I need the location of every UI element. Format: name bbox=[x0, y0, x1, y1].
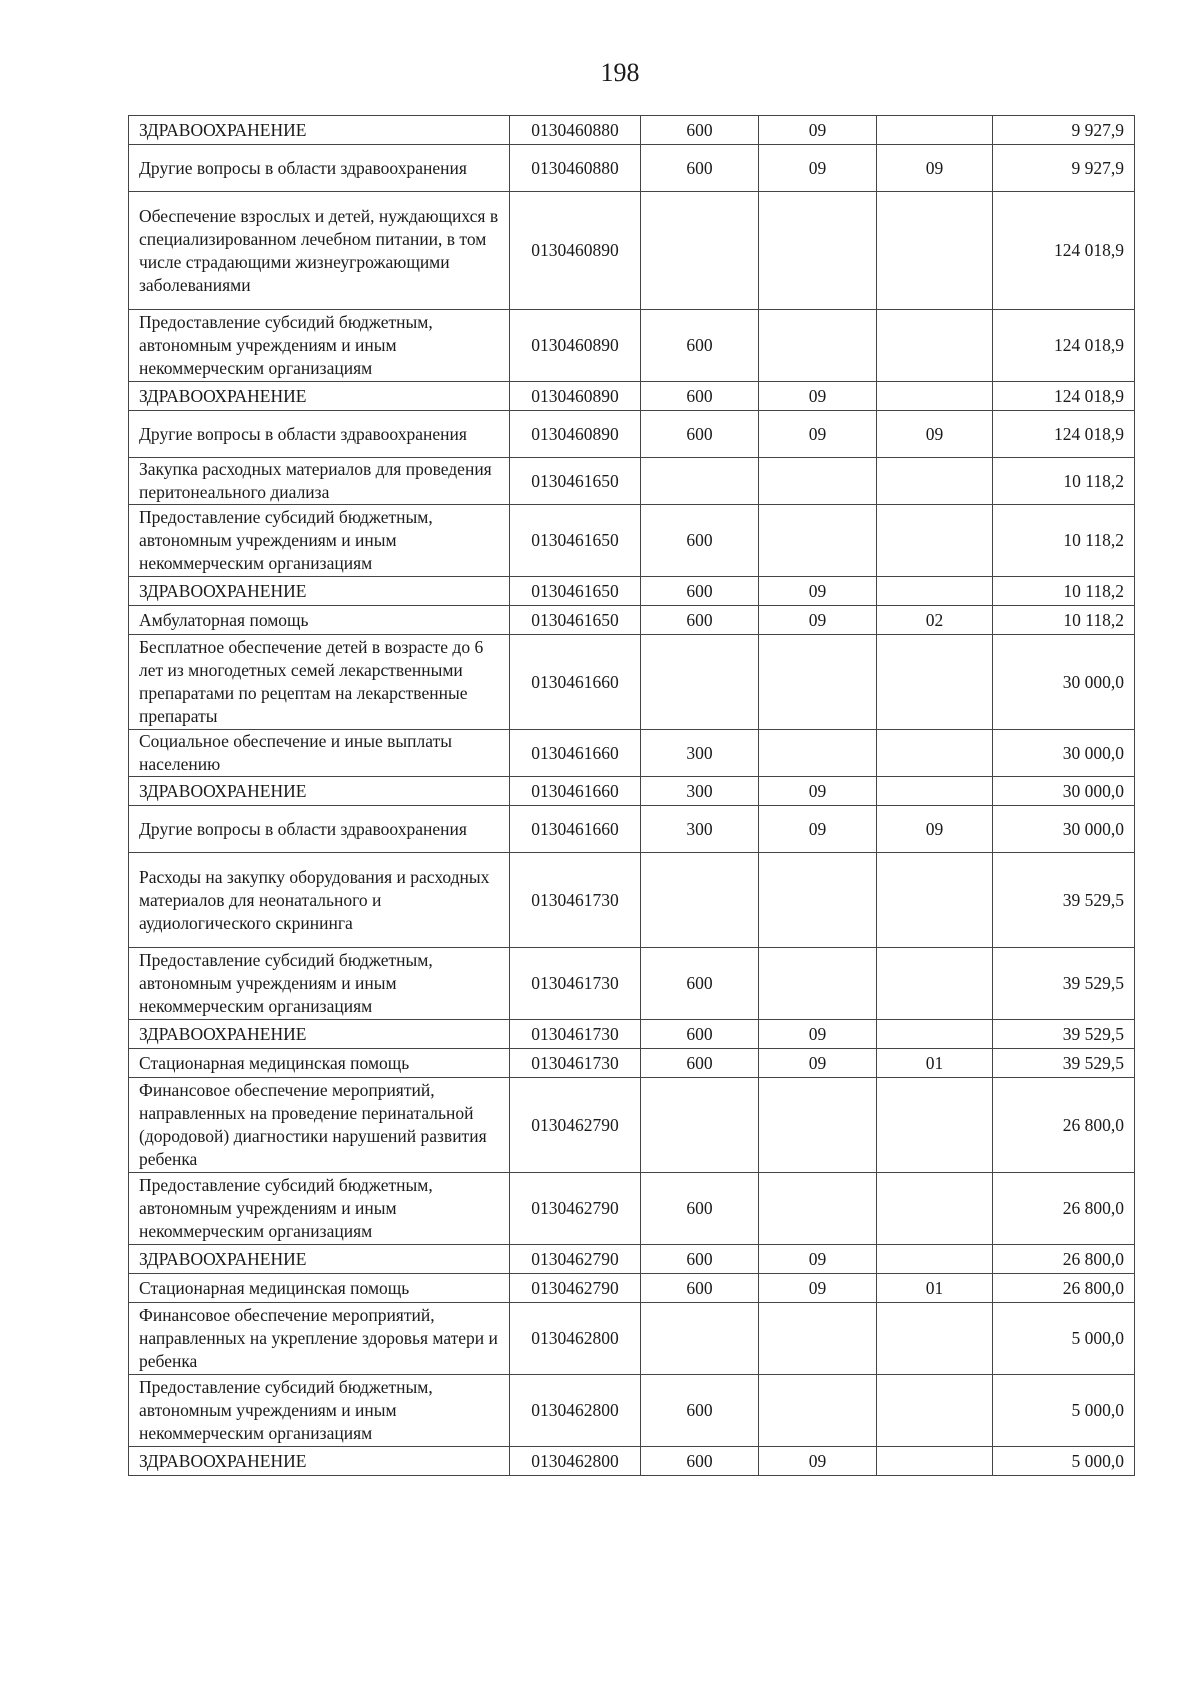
row-subsection-cell bbox=[877, 577, 993, 606]
row-subsection-cell: 09 bbox=[877, 806, 993, 853]
row-subsection-cell bbox=[877, 1303, 993, 1375]
row-sum-cell: 30 000,0 bbox=[993, 777, 1135, 806]
row-code-cell: 0130462790 bbox=[510, 1173, 641, 1245]
table-row bbox=[129, 382, 1135, 411]
table-row bbox=[129, 1173, 1135, 1245]
row-expense-type-cell: 600 bbox=[641, 606, 759, 635]
row-code-cell: 0130461660 bbox=[510, 777, 641, 806]
row-expense-type-cell bbox=[641, 635, 759, 730]
table-row bbox=[129, 577, 1135, 606]
row-name-cell: Стационарная медицинская помощь bbox=[129, 1274, 510, 1303]
row-section-cell bbox=[759, 1375, 877, 1447]
row-sum-cell: 9 927,9 bbox=[993, 116, 1135, 145]
row-name-cell: Предоставление субсидий бюджетным, автономным учреждениям и иным некоммерческим организациям bbox=[129, 310, 510, 382]
row-section-cell: 09 bbox=[759, 145, 877, 192]
row-section-cell bbox=[759, 1173, 877, 1245]
row-expense-type-cell: 600 bbox=[641, 1245, 759, 1274]
row-sum-cell: 5 000,0 bbox=[993, 1375, 1135, 1447]
page-number: 198 bbox=[600, 58, 640, 87]
row-section-cell bbox=[759, 948, 877, 1020]
row-sum-cell: 30 000,0 bbox=[993, 635, 1135, 730]
row-code-cell: 0130462800 bbox=[510, 1303, 641, 1375]
row-expense-type-cell: 600 bbox=[641, 116, 759, 145]
row-subsection-cell: 01 bbox=[877, 1274, 993, 1303]
row-sum-cell: 26 800,0 bbox=[993, 1274, 1135, 1303]
row-name-cell: Предоставление субсидий бюджетным, автономным учреждениям и иным некоммерческим организациям bbox=[129, 1375, 510, 1447]
row-name-cell: Обеспечение взрослых и детей, нуждающихся в специализированном лечебном питании, в том числе страдающими жизнеугрожающими заболеваниями bbox=[129, 192, 510, 310]
row-subsection-cell: 09 bbox=[877, 411, 993, 458]
table-row bbox=[129, 310, 1135, 382]
row-section-cell: 09 bbox=[759, 606, 877, 635]
row-section-cell: 09 bbox=[759, 777, 877, 806]
row-sum-cell: 39 529,5 bbox=[993, 853, 1135, 948]
table-row bbox=[129, 116, 1135, 145]
row-code-cell: 0130462790 bbox=[510, 1274, 641, 1303]
row-section-cell bbox=[759, 458, 877, 505]
row-sum-cell: 39 529,5 bbox=[993, 1020, 1135, 1049]
row-expense-type-cell: 600 bbox=[641, 382, 759, 411]
row-code-cell: 0130460890 bbox=[510, 192, 641, 310]
row-subsection-cell: 02 bbox=[877, 606, 993, 635]
row-expense-type-cell bbox=[641, 1303, 759, 1375]
row-subsection-cell bbox=[877, 1245, 993, 1274]
row-section-cell: 09 bbox=[759, 577, 877, 606]
row-section-cell: 09 bbox=[759, 806, 877, 853]
row-subsection-cell bbox=[877, 777, 993, 806]
table-row bbox=[129, 853, 1135, 948]
row-code-cell: 0130462800 bbox=[510, 1447, 641, 1476]
row-name-cell: ЗДРАВООХРАНЕНИЕ bbox=[129, 1245, 510, 1274]
table-row bbox=[129, 1245, 1135, 1274]
budget-table-body bbox=[129, 116, 1135, 1476]
row-sum-cell: 5 000,0 bbox=[993, 1447, 1135, 1476]
row-code-cell: 0130461660 bbox=[510, 806, 641, 853]
row-expense-type-cell: 600 bbox=[641, 1173, 759, 1245]
row-sum-cell: 30 000,0 bbox=[993, 806, 1135, 853]
row-code-cell: 0130460890 bbox=[510, 382, 641, 411]
row-subsection-cell bbox=[877, 116, 993, 145]
row-code-cell: 0130461660 bbox=[510, 730, 641, 777]
row-sum-cell: 26 800,0 bbox=[993, 1245, 1135, 1274]
row-expense-type-cell: 600 bbox=[641, 411, 759, 458]
row-code-cell: 0130460890 bbox=[510, 411, 641, 458]
row-code-cell: 0130461730 bbox=[510, 948, 641, 1020]
table-row bbox=[129, 1447, 1135, 1476]
row-section-cell: 09 bbox=[759, 1049, 877, 1078]
row-code-cell: 0130461660 bbox=[510, 635, 641, 730]
row-name-cell: Другие вопросы в области здравоохранения bbox=[129, 411, 510, 458]
row-section-cell: 09 bbox=[759, 1020, 877, 1049]
row-section-cell: 09 bbox=[759, 1245, 877, 1274]
row-section-cell: 09 bbox=[759, 411, 877, 458]
row-expense-type-cell bbox=[641, 1078, 759, 1173]
row-sum-cell: 124 018,9 bbox=[993, 192, 1135, 310]
row-code-cell: 0130461730 bbox=[510, 853, 641, 948]
row-name-cell: Стационарная медицинская помощь bbox=[129, 1049, 510, 1078]
row-sum-cell: 10 118,2 bbox=[993, 577, 1135, 606]
row-subsection-cell bbox=[877, 1078, 993, 1173]
row-name-cell: ЗДРАВООХРАНЕНИЕ bbox=[129, 116, 510, 145]
row-subsection-cell bbox=[877, 192, 993, 310]
table-row bbox=[129, 1274, 1135, 1303]
row-sum-cell: 10 118,2 bbox=[993, 458, 1135, 505]
row-code-cell: 0130461650 bbox=[510, 577, 641, 606]
row-subsection-cell bbox=[877, 635, 993, 730]
row-expense-type-cell: 600 bbox=[641, 577, 759, 606]
budget-table bbox=[128, 115, 1135, 1476]
row-section-cell bbox=[759, 1303, 877, 1375]
row-subsection-cell bbox=[877, 382, 993, 411]
row-sum-cell: 39 529,5 bbox=[993, 948, 1135, 1020]
row-section-cell: 09 bbox=[759, 382, 877, 411]
row-name-cell: Финансовое обеспечение мероприятий, направленных на проведение перинатальной (дородовой) диагностики нарушений развития ребенка bbox=[129, 1078, 510, 1173]
row-name-cell: Другие вопросы в области здравоохранения bbox=[129, 806, 510, 853]
row-section-cell bbox=[759, 635, 877, 730]
row-subsection-cell bbox=[877, 1375, 993, 1447]
row-expense-type-cell: 600 bbox=[641, 1020, 759, 1049]
row-name-cell: Предоставление субсидий бюджетным, автономным учреждениям и иным некоммерческим организациям bbox=[129, 948, 510, 1020]
table-row bbox=[129, 635, 1135, 730]
row-section-cell bbox=[759, 853, 877, 948]
row-sum-cell: 5 000,0 bbox=[993, 1303, 1135, 1375]
row-code-cell: 0130461650 bbox=[510, 606, 641, 635]
row-code-cell: 0130461730 bbox=[510, 1049, 641, 1078]
row-code-cell: 0130461730 bbox=[510, 1020, 641, 1049]
row-name-cell: ЗДРАВООХРАНЕНИЕ bbox=[129, 382, 510, 411]
row-sum-cell: 30 000,0 bbox=[993, 730, 1135, 777]
row-expense-type-cell: 600 bbox=[641, 145, 759, 192]
table-row bbox=[129, 192, 1135, 310]
row-section-cell bbox=[759, 505, 877, 577]
row-code-cell: 0130462790 bbox=[510, 1245, 641, 1274]
table-row bbox=[129, 145, 1135, 192]
row-expense-type-cell: 600 bbox=[641, 1274, 759, 1303]
row-subsection-cell bbox=[877, 1020, 993, 1049]
row-subsection-cell bbox=[877, 505, 993, 577]
row-name-cell: Финансовое обеспечение мероприятий, направленных на укрепление здоровья матери и ребенка bbox=[129, 1303, 510, 1375]
row-name-cell: Расходы на закупку оборудования и расходных материалов для неонатального и аудиологического скрининга bbox=[129, 853, 510, 948]
table-row bbox=[129, 458, 1135, 505]
row-name-cell: Амбулаторная помощь bbox=[129, 606, 510, 635]
row-sum-cell: 124 018,9 bbox=[993, 310, 1135, 382]
row-expense-type-cell bbox=[641, 853, 759, 948]
row-sum-cell: 124 018,9 bbox=[993, 411, 1135, 458]
row-code-cell: 0130460880 bbox=[510, 145, 641, 192]
row-sum-cell: 124 018,9 bbox=[993, 382, 1135, 411]
row-section-cell: 09 bbox=[759, 1274, 877, 1303]
table-row bbox=[129, 1375, 1135, 1447]
row-name-cell: Бесплатное обеспечение детей в возрасте до 6 лет из многодетных семей лекарственными препаратами по рецептам на лекарственные препараты bbox=[129, 635, 510, 730]
row-subsection-cell bbox=[877, 310, 993, 382]
row-section-cell bbox=[759, 310, 877, 382]
row-code-cell: 0130461650 bbox=[510, 505, 641, 577]
row-subsection-cell: 09 bbox=[877, 145, 993, 192]
row-section-cell: 09 bbox=[759, 116, 877, 145]
row-expense-type-cell: 300 bbox=[641, 806, 759, 853]
table-row bbox=[129, 411, 1135, 458]
row-expense-type-cell: 300 bbox=[641, 730, 759, 777]
row-name-cell: Предоставление субсидий бюджетным, автономным учреждениям и иным некоммерческим организациям bbox=[129, 505, 510, 577]
row-code-cell: 0130462790 bbox=[510, 1078, 641, 1173]
row-expense-type-cell: 600 bbox=[641, 1375, 759, 1447]
row-name-cell: Социальное обеспечение и иные выплаты населению bbox=[129, 730, 510, 777]
row-code-cell: 0130460880 bbox=[510, 116, 641, 145]
row-sum-cell: 9 927,9 bbox=[993, 145, 1135, 192]
row-subsection-cell bbox=[877, 1173, 993, 1245]
row-sum-cell: 10 118,2 bbox=[993, 505, 1135, 577]
row-subsection-cell bbox=[877, 853, 993, 948]
table-row bbox=[129, 948, 1135, 1020]
row-section-cell bbox=[759, 1078, 877, 1173]
table-row bbox=[129, 806, 1135, 853]
row-expense-type-cell: 600 bbox=[641, 1447, 759, 1476]
row-name-cell: ЗДРАВООХРАНЕНИЕ bbox=[129, 1447, 510, 1476]
row-section-cell bbox=[759, 192, 877, 310]
row-subsection-cell bbox=[877, 948, 993, 1020]
table-row bbox=[129, 730, 1135, 777]
row-expense-type-cell: 600 bbox=[641, 310, 759, 382]
row-expense-type-cell: 600 bbox=[641, 505, 759, 577]
row-subsection-cell bbox=[877, 458, 993, 505]
table-row bbox=[129, 777, 1135, 806]
row-subsection-cell: 01 bbox=[877, 1049, 993, 1078]
table-row bbox=[129, 1078, 1135, 1173]
row-expense-type-cell bbox=[641, 458, 759, 505]
row-sum-cell: 26 800,0 bbox=[993, 1173, 1135, 1245]
row-sum-cell: 26 800,0 bbox=[993, 1078, 1135, 1173]
row-name-cell: ЗДРАВООХРАНЕНИЕ bbox=[129, 1020, 510, 1049]
row-name-cell: ЗДРАВООХРАНЕНИЕ bbox=[129, 577, 510, 606]
row-expense-type-cell bbox=[641, 192, 759, 310]
table-row bbox=[129, 1020, 1135, 1049]
row-name-cell: Другие вопросы в области здравоохранения bbox=[129, 145, 510, 192]
row-name-cell: ЗДРАВООХРАНЕНИЕ bbox=[129, 777, 510, 806]
row-expense-type-cell: 300 bbox=[641, 777, 759, 806]
row-code-cell: 0130461650 bbox=[510, 458, 641, 505]
row-expense-type-cell: 600 bbox=[641, 948, 759, 1020]
row-code-cell: 0130460890 bbox=[510, 310, 641, 382]
row-name-cell: Предоставление субсидий бюджетным, автономным учреждениям и иным некоммерческим организациям bbox=[129, 1173, 510, 1245]
row-name-cell: Закупка расходных материалов для проведения перитонеального диализа bbox=[129, 458, 510, 505]
row-sum-cell: 39 529,5 bbox=[993, 1049, 1135, 1078]
table-row bbox=[129, 1049, 1135, 1078]
row-subsection-cell bbox=[877, 730, 993, 777]
row-section-cell: 09 bbox=[759, 1447, 877, 1476]
row-section-cell bbox=[759, 730, 877, 777]
table-row bbox=[129, 505, 1135, 577]
row-sum-cell: 10 118,2 bbox=[993, 606, 1135, 635]
row-code-cell: 0130462800 bbox=[510, 1375, 641, 1447]
row-expense-type-cell: 600 bbox=[641, 1049, 759, 1078]
table-row bbox=[129, 1303, 1135, 1375]
row-subsection-cell bbox=[877, 1447, 993, 1476]
table-row bbox=[129, 606, 1135, 635]
